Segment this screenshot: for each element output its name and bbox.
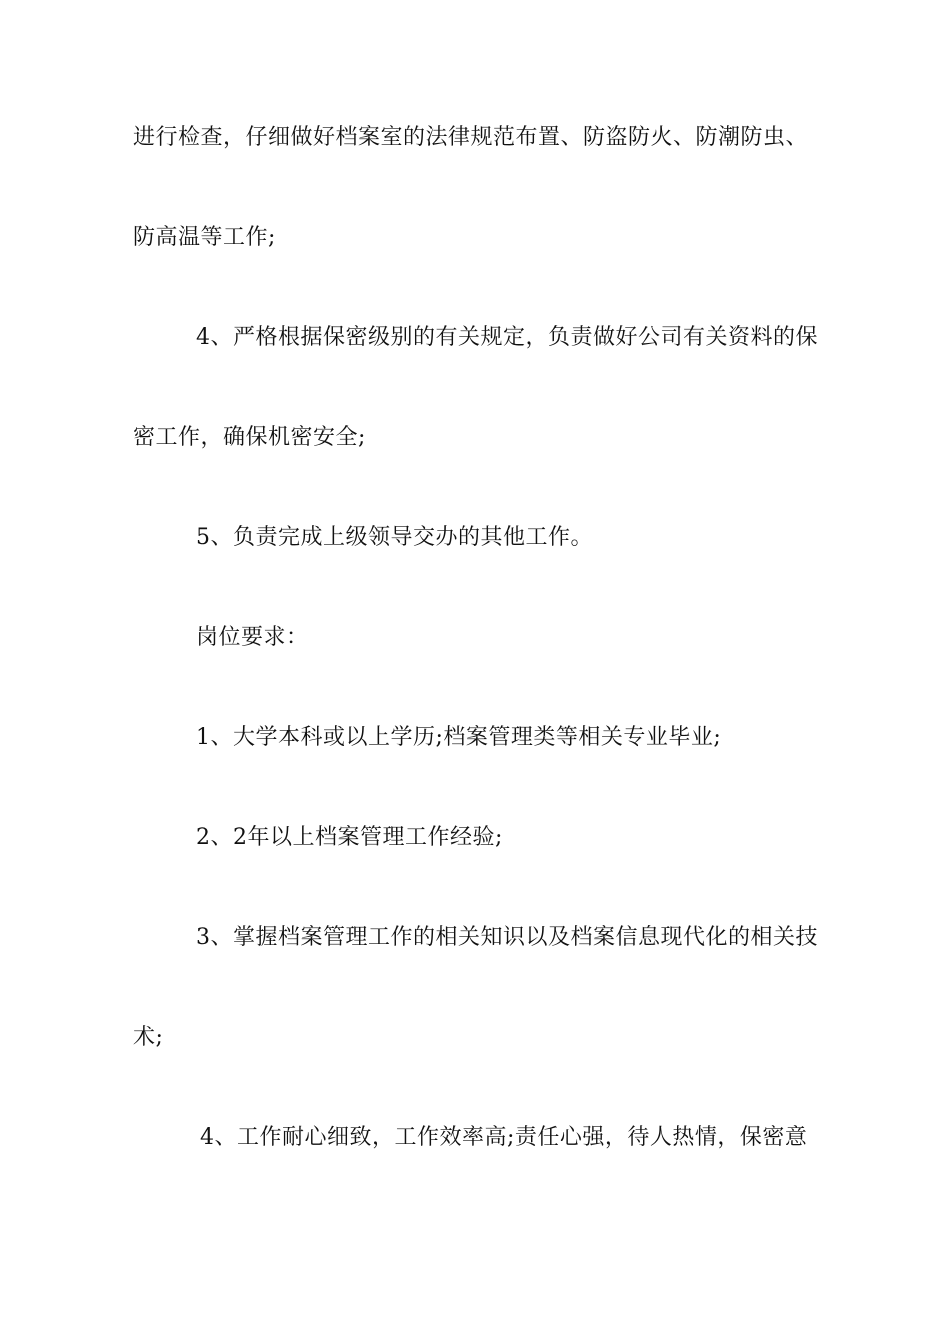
text-line: 进行检查，仔细做好档案室的法律规范布置、防盗防火、防潮防虫、 xyxy=(133,125,809,150)
text-line: 术; xyxy=(133,1025,164,1050)
text-line: 3、掌握档案管理工作的相关知识以及档案信息现代化的相关技 xyxy=(196,925,818,950)
text-line: 4、严格根据保密级别的有关规定，负责做好公司有关资料的保 xyxy=(196,325,818,350)
text-line: 2、2年以上档案管理工作经验; xyxy=(196,825,503,850)
text-line: 4、工作耐心细致，工作效率高;责任心强，待人热情，保密意 xyxy=(200,1125,808,1150)
text-line: 5、负责完成上级领导交办的其他工作。 xyxy=(196,525,593,550)
text-line: 防高温等工作; xyxy=(133,225,276,250)
section-heading: 岗位要求： xyxy=(196,625,309,650)
text-line: 密工作，确保机密安全; xyxy=(133,425,366,450)
text-line: 1、大学本科或以上学历;档案管理类等相关专业毕业; xyxy=(196,725,722,750)
